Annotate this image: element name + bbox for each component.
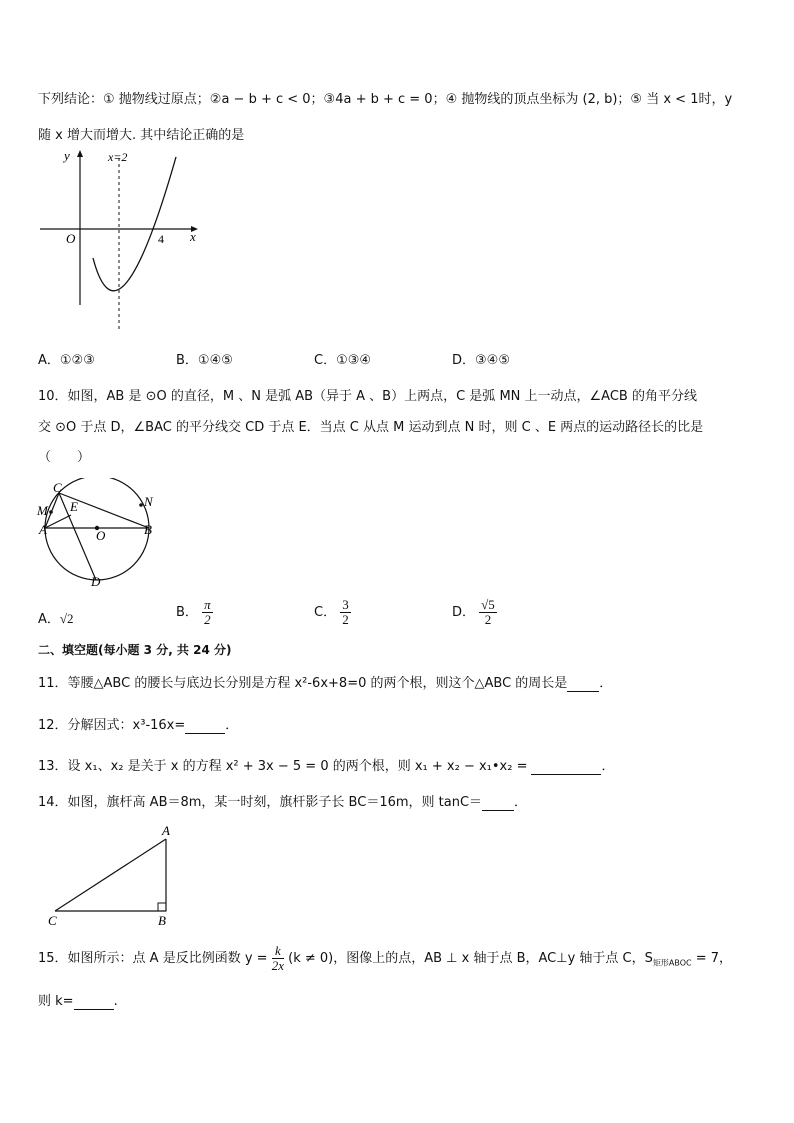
q10-circle-figure — [34, 478, 164, 588]
q10-line3: （ ） — [38, 450, 91, 465]
q10-option-d: D． $\frac{√5}{2}$ — [452, 597, 495, 627]
q11-answer-blank[interactable] — [567, 676, 599, 692]
q12-text: 12．分解因式：x³-16x= ． — [38, 718, 239, 733]
q9-line2: 随 x 增大而增大. 其中结论正确的是 — [38, 128, 245, 143]
q15-line2: 则 k= . — [38, 994, 118, 1009]
q10-label-e: E — [70, 499, 78, 514]
q9-line1: 下列结论：① 抛物线过原点；②a − b + c < 0；③4a + b + c = 0；④ 抛物线的顶点坐标为 (2, b)；⑤ 当 x < 1时，y — [38, 92, 733, 107]
q10-label-b: B — [144, 522, 152, 537]
q15-text: 15．如图所示：点 A 是反比例函数 y = $\frac{k}{2x}$ (k ≠ 0)，图像上的点，AB ⊥ x 轴于点 B，AC⊥y 轴于点 C，$S_{矩形ABOC} = 7$， — [38, 943, 733, 973]
q9-parabola-graph — [36, 140, 206, 335]
q10-option-c: C． $\frac{3}{2}$ — [314, 597, 349, 627]
q14-answer-blank[interactable] — [482, 795, 514, 811]
q9-axis-label: x=2 — [108, 150, 128, 164]
q10-label-d: D — [91, 574, 101, 588]
section-2-title: 二、填空题(每小题 3 分, 共 24 分) — [38, 643, 232, 657]
q10-label-c: C — [53, 480, 62, 495]
q12-answer-blank[interactable] — [185, 718, 225, 734]
q10-option-b-fraction: $\frac{\pi}{2}$ — [204, 597, 211, 627]
q9-option-d: D．③④⑤ — [452, 353, 510, 368]
q9-origin-label: O — [66, 231, 76, 246]
q14-label-b: B — [158, 913, 166, 928]
q11-text: 11．等腰△ABC 的腰长与底边长分别是方程 x²-6x+8=0 的两个根，则这个△ABC 的周长是 ． — [38, 676, 613, 691]
q14-label-c: C — [48, 913, 57, 928]
q14-text: 14．如图，旗杆高 AB＝8m，某一时刻，旗杆影子长 BC＝16m，则 tanC＝ ． — [38, 795, 528, 810]
q13-text: 13．设 x₁、x₂ 是关于 x 的方程 x² + 3x − 5 = 0 的两个根，则 x₁ + x₂ − x₁•x₂ = ． — [38, 759, 615, 774]
q10-label-o: O — [96, 528, 106, 543]
q14-label-a: A — [162, 823, 170, 838]
q9-root-label: 4 — [158, 232, 164, 246]
q10-label-m: M — [37, 503, 48, 518]
q15-fraction: $\frac{k}{2x}$ — [271, 943, 284, 973]
q10-option-d-fraction: $\frac{√5}{2}$ — [481, 597, 495, 627]
q14-flagpole-figure — [44, 822, 179, 930]
q10-label-n: N — [144, 494, 153, 509]
q9-option-c: C．①③④ — [314, 353, 372, 368]
q10-label-a: A — [39, 522, 47, 537]
q9-y-label: y — [64, 148, 70, 163]
q10-line1: 10．如图，AB 是 ⊙O 的直径，M 、N 是弧 AB（异于 A 、B）上两点，C 是弧 MN 上一动点，∠ACB 的角平分线 — [38, 389, 697, 404]
q13-answer-blank[interactable] — [531, 759, 601, 775]
q10-line2: 交 ⊙O 于点 D，∠BAC 的平分线交 CD 于点 E．当点 C 从点 M 运动到点 N 时，则 C 、E 两点的运动路径长的比是 — [38, 420, 704, 435]
q9-option-b: B．①④⑤ — [176, 353, 233, 368]
q9-x-label: x — [190, 229, 196, 244]
q10-option-a: A．√2 — [38, 611, 74, 627]
q10-option-c-fraction: $\frac{3}{2}$ — [342, 597, 349, 627]
q10-option-b: B． $\frac{\pi}{2}$ — [176, 597, 211, 627]
q9-option-a: A．①②③ — [38, 353, 95, 368]
q15-answer-blank[interactable] — [74, 994, 114, 1010]
